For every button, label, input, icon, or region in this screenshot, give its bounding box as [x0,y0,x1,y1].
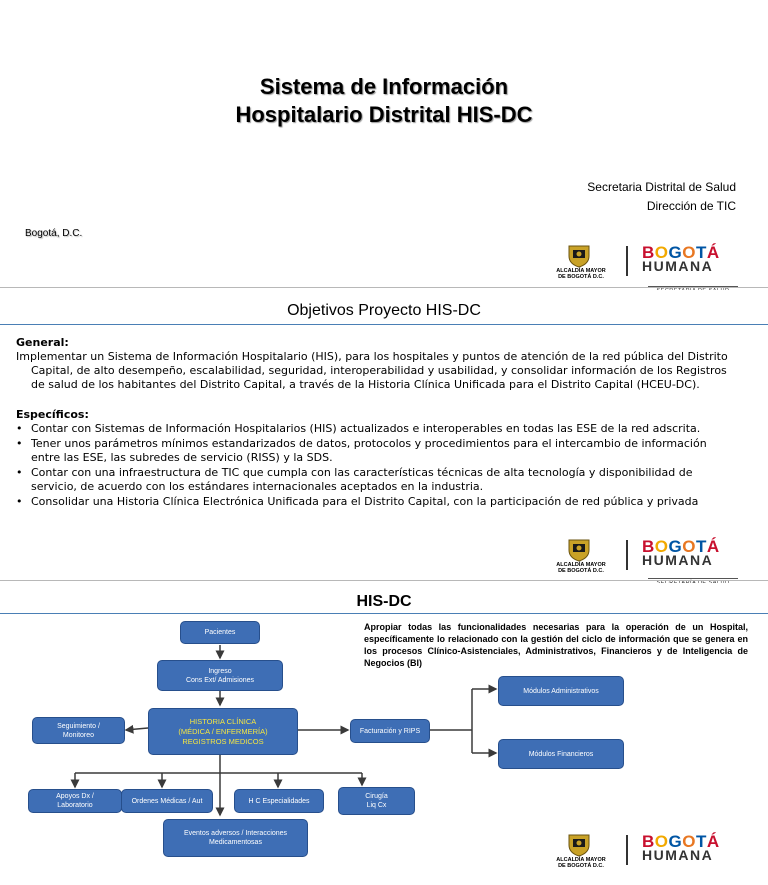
bogota-letter: G [668,537,683,556]
logo-divider [626,246,628,276]
bogota-letter: O [682,832,696,851]
bogota-letter: G [668,243,683,262]
list-item: • Contar con una infraestructura de TIC que cumpla con las características técnicas de alta tecnología y disponibilidad de servicio, de acuerdo con los estándares internacionales aceptados en la industria. [16,466,730,494]
box-ordenes-medicas [121,789,213,813]
box-label: Módulos Administrativos [523,687,599,695]
box-seguimiento [32,717,125,744]
bogota-letter: Á [706,832,720,851]
box-label: Liq Cx [366,802,387,809]
list-item: • Tener unos parámetros mínimos estandarizados de datos, protocolos y procedimientos para el intercambio de información entre las ESE, las subredes de servicio (RISS) y la SDS. [16,437,730,465]
box-label: Cons Ext/ Admisiones [185,676,255,684]
humana-wordmark: HUMANA [642,552,714,568]
his-dc-title: HIS-DC [356,593,412,610]
bogota-letter: O [682,243,696,262]
box-hc-especialidades [234,789,324,813]
coat-of-arms-icon [566,244,592,268]
his-dc-description: Apropiar todas las funcionalidades necesarias para la operación de un Hospital, específicamente lo relacionado con la gestión del ciclo de información que se genera en los procesos Clínico-Asistenciales, Administrativos, Financieros y de Inteligencia de Negocios (BI) [364,622,748,668]
box-label: Ingreso [208,667,232,675]
humana-wordmark: HUMANA [642,258,714,274]
box-label: Ordenes Médicas / Aut [131,797,203,805]
department-name: Dirección de TIC [646,199,736,213]
bogota-letter: O [654,537,669,556]
alcaldia-text [552,857,610,869]
slide-separator [0,580,768,581]
box-label: Apoyos Dx / [56,793,94,800]
box-modulos-administrativos [498,676,624,706]
box-label: Módulos Financieros [528,750,594,758]
title-underline [0,324,768,325]
alcaldia-line1: ALCALDÍA MAYOR [556,562,606,568]
box-label: Laboratorio [57,802,93,809]
box-label: Eventos adversos / Interacciones [183,830,288,837]
specific-list [16,422,730,509]
box-ingreso [157,660,283,691]
box-historia-clinica [148,708,298,755]
list-item: • Contar con Sistemas de Información Hospitalarios (HIS) actualizados e interoperables en todas las ESE de la red adscrita. [16,422,730,436]
slide-cover [0,0,768,286]
box-apoyos-dx [28,789,122,813]
list-item: • Consolidar una Historia Clínica Electrónica Unificada para el Distrito Capital, con la participación de red pública y privada [16,495,730,509]
box-label: Cirugía [365,793,388,800]
box-facturacion [350,719,430,743]
box-eventos-adversos [163,819,308,857]
city-label: Bogotá, D.C. [25,228,83,239]
slide-separator [0,287,768,288]
alcaldia-line2: DE BOGOTÁ D.C. [558,568,604,574]
alcaldia-line1: ALCALDÍA MAYOR [556,857,606,863]
box-label: Facturación y RIPS [359,727,421,735]
bogota-letter: B [642,537,655,556]
box-label: HISTORIA CLÍNICA [189,716,257,726]
bogota-letter: Á [706,537,720,556]
bogota-letter: B [642,832,655,851]
box-label: Medicamentosas [209,839,262,846]
main-title-line2: Hospitalario Distrital HIS-DC [235,102,533,127]
bogota-letter: O [654,832,669,851]
bogota-letter: B [642,243,655,262]
main-title-line1: Sistema de Información [259,74,509,99]
logo-divider [626,835,628,865]
bogota-letter: T [695,832,707,851]
box-label: Seguimiento / [57,722,100,730]
general-heading: General: [16,336,69,349]
bogota-letter: T [695,537,707,556]
specific-heading: Específicos: [16,408,89,421]
alcaldia-text [552,562,610,574]
slide-objectives [0,290,768,578]
general-text: Implementar un Sistema de Información Hospitalario (HIS), para los hospitales y puntos de atención de la red pública del Distrito Capital, de alto desempeño, escalabilidad, seguridad, interoperabilidad y usabilidad, y consolidar información de los Registros de salud de los habitantes del Distrito Capital, a través de la Historia Clínica Unificada para el Distrito Capital (HCEU-DC). [16,350,728,391]
coat-of-arms-icon [566,833,592,857]
box-pacientes [180,621,260,644]
alcaldia-line2: DE BOGOTÁ D.C. [558,863,604,869]
objectives-title: Objetivos Proyecto HIS-DC [287,302,481,319]
bogota-humana-logo [552,833,742,885]
alcaldia-line1: ALCALDÍA MAYOR [556,268,606,274]
main-title [0,73,768,129]
bogota-letter: G [668,832,683,851]
coat-of-arms-icon [566,538,592,562]
box-cirugia [338,787,415,815]
alcaldia-line2: DE BOGOTÁ D.C. [558,274,604,280]
bogota-letter: Á [706,243,720,262]
box-label: H C Especialidades [248,797,310,805]
box-label: REGISTROS MEDICOS [182,736,264,746]
objectives-body [16,336,730,510]
humana-wordmark: HUMANA [642,847,714,863]
box-label: (MÉDICA / ENFERMERÍA) [178,726,268,736]
organization-name: Secretaria Distrital de Salud [587,180,736,194]
alcaldia-text [552,268,610,280]
bogota-letter: O [682,537,696,556]
slide-his-dc [0,583,768,879]
box-label: Pacientes [204,629,236,636]
box-modulos-financieros [498,739,624,769]
bogota-letter: T [695,243,707,262]
logo-divider [626,540,628,570]
box-label: Monitoreo [62,731,95,739]
bogota-letter: O [654,243,669,262]
